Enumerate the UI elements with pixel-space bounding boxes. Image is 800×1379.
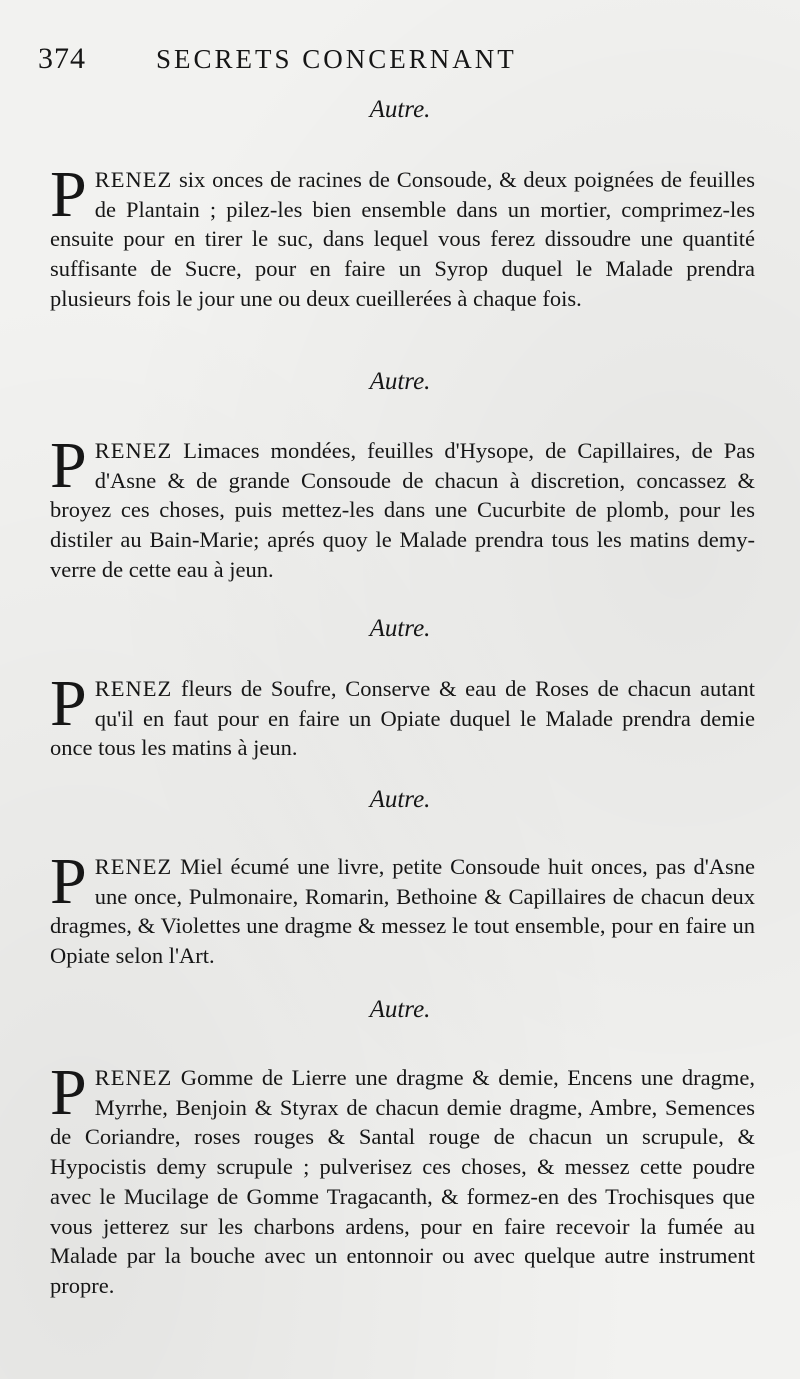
- section-heading: Autre.: [369, 615, 431, 642]
- drop-cap: P: [50, 1056, 87, 1129]
- lead-word: RENEZ: [94, 854, 173, 879]
- lead-word: RENEZ: [94, 676, 173, 701]
- lead-word: RENEZ: [94, 438, 173, 463]
- recipe-paragraph: [50, 667, 755, 763]
- section-heading: Autre.: [369, 996, 431, 1023]
- recipe-text: Gomme de Lierre une dragme & demie, Encens une dragme, Myrrhe, Benjoin & Styrax de chacun demie dragme, Ambre, Semences de Coriandre, roses rouges & Santal rouge de chacun un scrupule, & Hypocistis demy scrupule ; pulverisez ces choses, & messez cette poudre avec le Mucilage de Gomme Tragacanth, & formez-en des Trochisques que vous jetterez sur les charbons ardens, pour en faire recevoir la fumée au Malade par la bouche avec un entonnoir ou avec quelque autre instrument propre.: [50, 1065, 756, 1298]
- lead-word: RENEZ: [94, 1065, 173, 1090]
- running-head: SECRETS CONCERNANT: [156, 44, 517, 74]
- lead-word: RENEZ: [94, 167, 173, 192]
- section-heading: Autre.: [369, 96, 431, 123]
- recipe-paragraph: [50, 845, 756, 971]
- section-heading: Autre.: [369, 786, 431, 813]
- drop-cap: P: [50, 845, 87, 918]
- recipe-text: Limaces mondées, feuilles d'Hysope, de Capillaires, de Pas d'Asne & de grande Consoude de chacun à discretion, concassez & broyez ces choses, puis mettez-les dans une Cucurbite de plomb, pour les distiler au Bain-Marie; aprés quoy le Malade prendra tous les matins demy-verre de cette eau à jeun.: [50, 438, 755, 582]
- drop-cap: P: [50, 429, 87, 502]
- recipe-paragraph: [50, 1056, 756, 1301]
- drop-cap: P: [50, 158, 87, 231]
- recipe-text: six onces de racines de Consoude, & deux poignées de feuilles de Plantain ; pilez-les bien ensemble dans un mortier, comprimez-les ensuite pour en tirer le suc, dans lequel vous ferez dissoudre une quantité suffisante de Sucre, pour en faire un Syrop duquel le Malade prendra plusieurs fois le jour une ou deux cueillerées à chaque fois.: [50, 167, 756, 311]
- drop-cap: P: [50, 667, 87, 740]
- page-number: 374: [38, 42, 86, 75]
- section-heading: Autre.: [369, 368, 431, 395]
- recipe-text: Miel écumé une livre, petite Consoude huit onces, pas d'Asne une once, Pulmonaire, Romarin, Bethoine & Capillaires de chacun deux dragmes, & Violettes une dragme & messez le tout ensemble, pour en faire un Opiate selon l'Art.: [50, 854, 756, 969]
- recipe-text: fleurs de Soufre, Conserve & eau de Roses de chacun autant qu'il en faut pour en faire un Opiate duquel le Malade prendra demie once tous les matins à jeun.: [50, 676, 755, 761]
- recipe-paragraph: [50, 429, 755, 585]
- page-header: [38, 42, 758, 82]
- recipe-paragraph: [50, 158, 756, 314]
